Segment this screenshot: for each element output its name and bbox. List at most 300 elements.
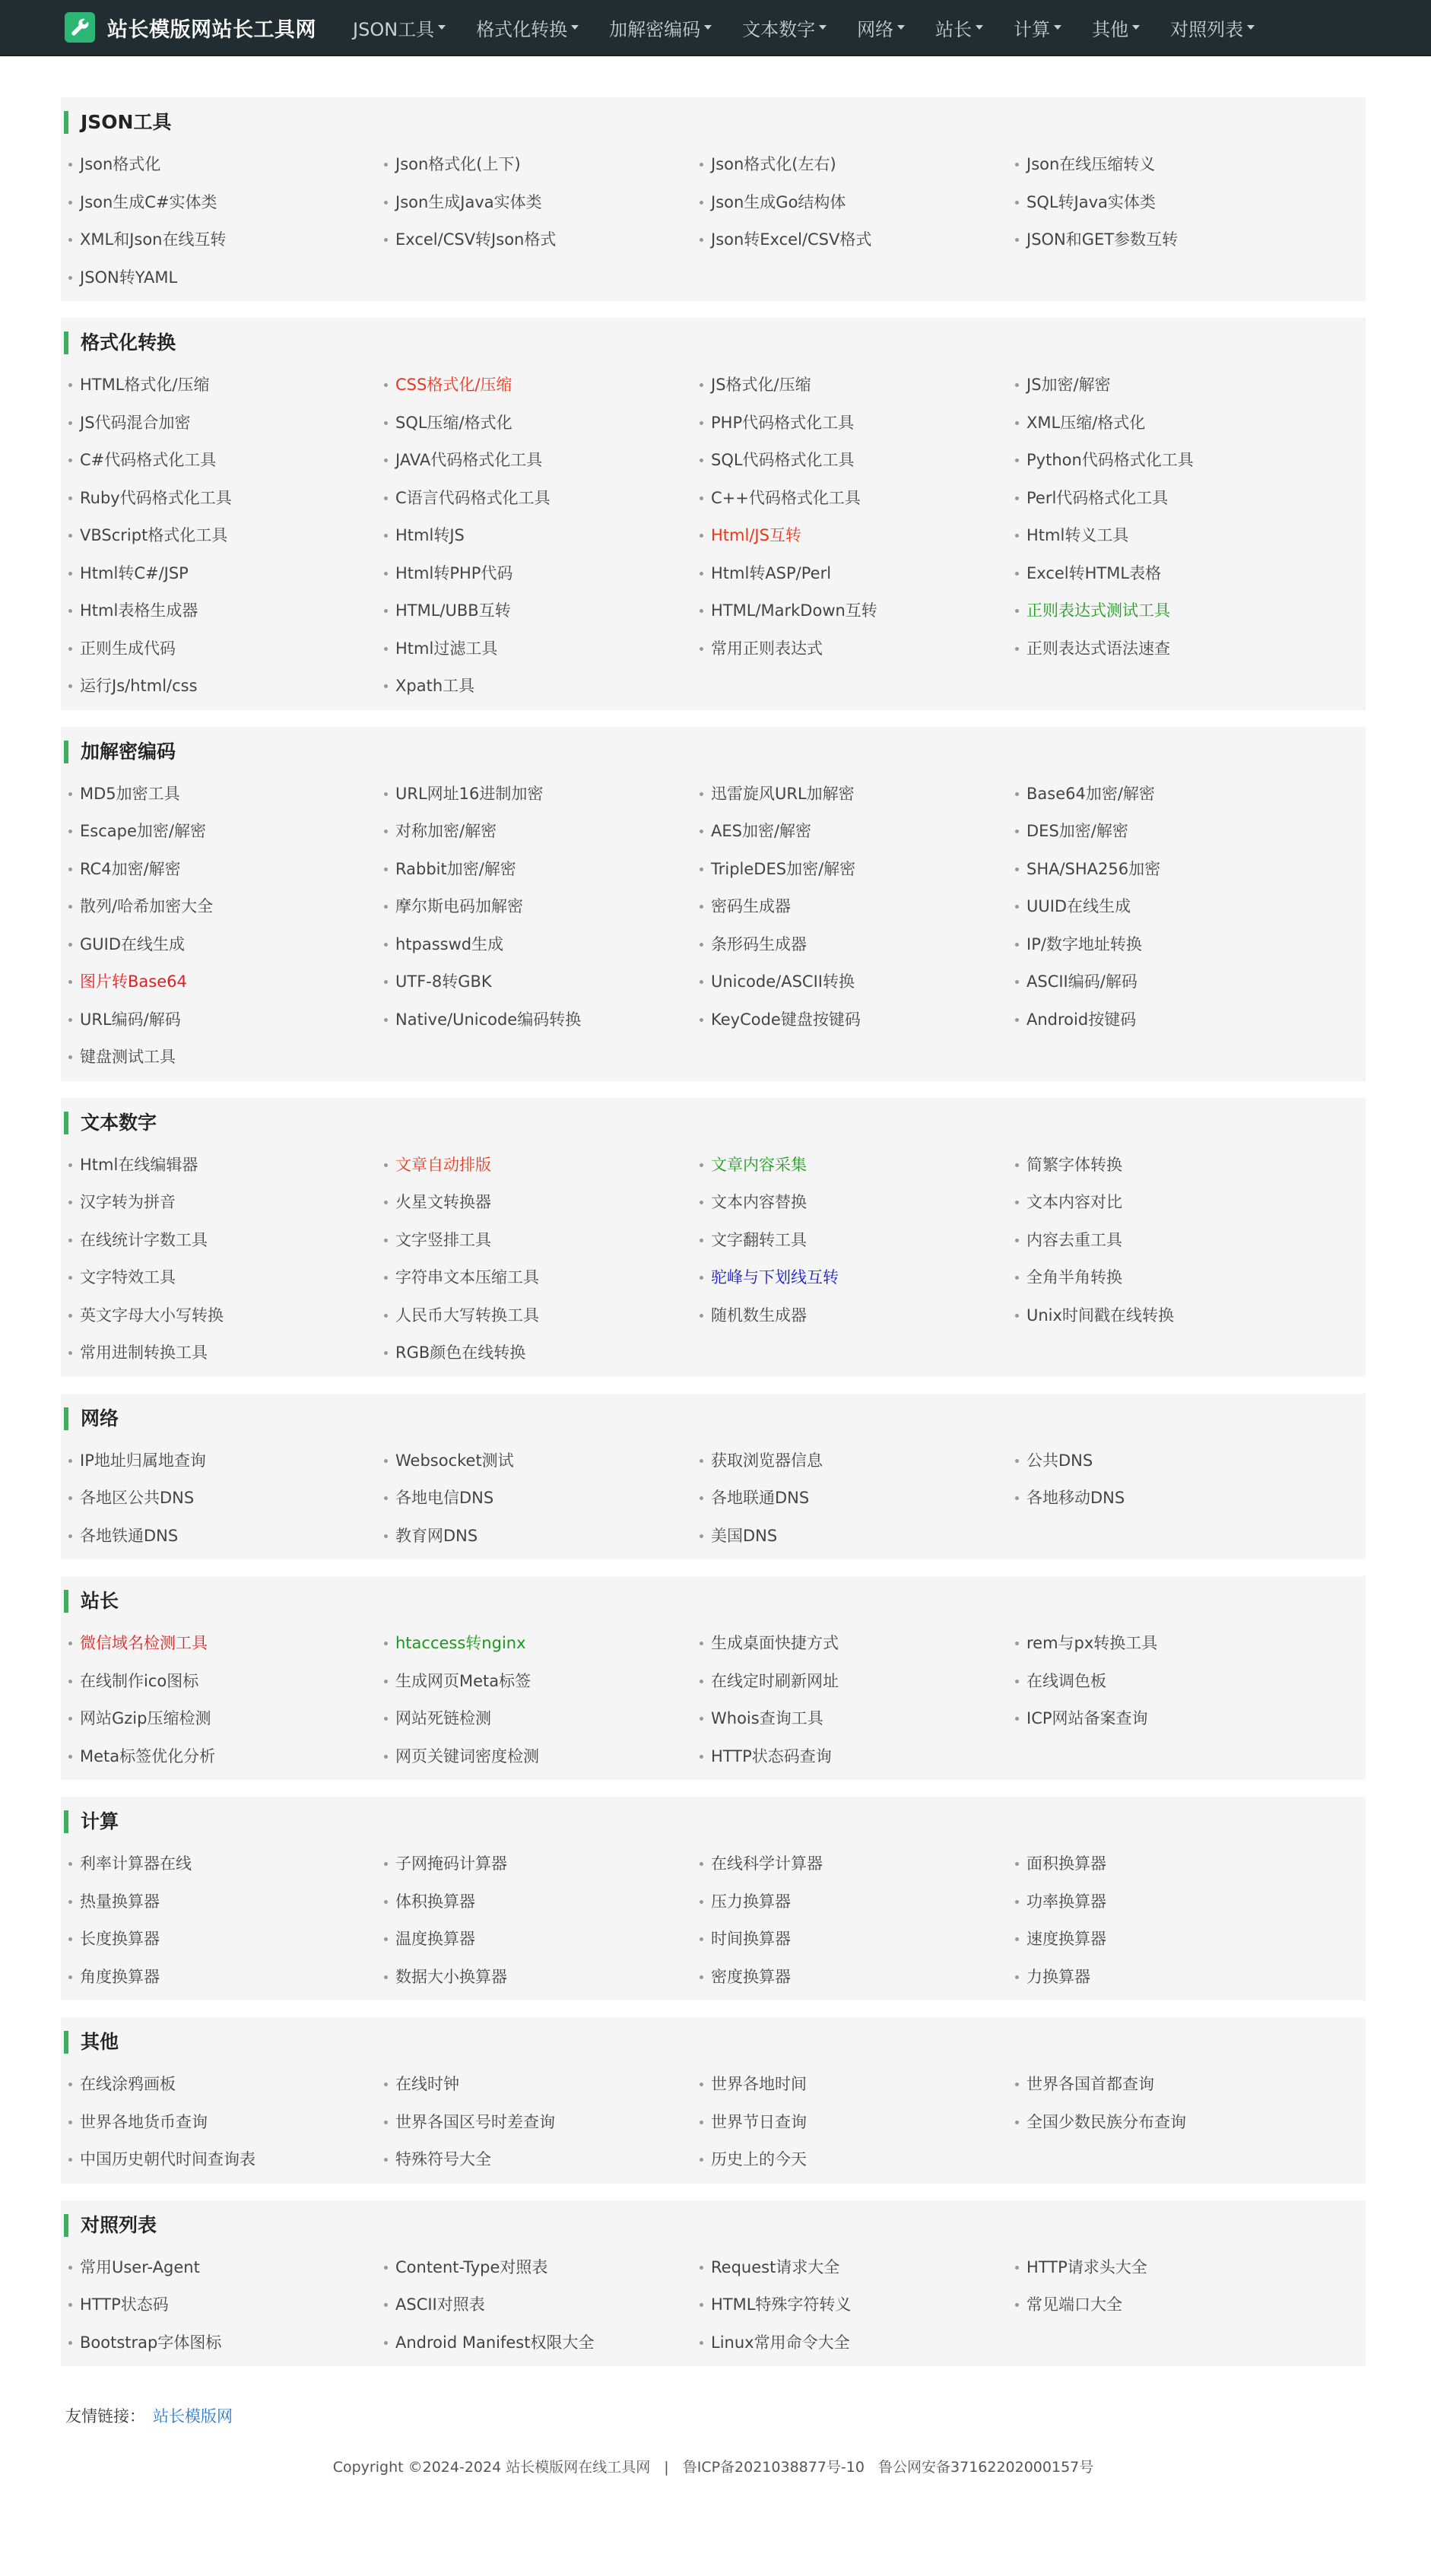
tool-link[interactable]: [68, 480, 384, 518]
tool-link[interactable]: [68, 592, 384, 630]
tool-link[interactable]: [68, 1147, 384, 1185]
tool-link[interactable]: [384, 2066, 700, 2104]
tool-link[interactable]: [700, 1259, 1015, 1297]
bullet-icon: [68, 980, 72, 984]
tool-link[interactable]: [700, 221, 1015, 259]
tool-link[interactable]: [700, 1001, 1015, 1039]
tool-link[interactable]: [384, 2249, 700, 2287]
tool-link[interactable]: [700, 1959, 1015, 1997]
tool-link-label: 在线时钟: [395, 2075, 459, 2093]
tool-link[interactable]: [68, 555, 384, 593]
tool-link[interactable]: [700, 366, 1015, 404]
tool-link-label: Html过滤工具: [395, 639, 498, 658]
tool-link[interactable]: [384, 146, 700, 184]
bullet-icon: [384, 383, 388, 387]
bullet-icon: [384, 1900, 388, 1904]
tool-link[interactable]: [68, 517, 384, 555]
tool-link-label: XML和Json在线互转: [80, 230, 227, 249]
tool-link[interactable]: [384, 1663, 700, 1701]
tool-link-label: 功率换算器: [1026, 1892, 1106, 1911]
tool-link[interactable]: [68, 1921, 384, 1959]
tool-link[interactable]: [700, 926, 1015, 964]
bullet-icon: [384, 572, 388, 576]
nav-item-label: 网络: [857, 18, 894, 40]
tool-link[interactable]: [700, 1883, 1015, 1921]
tool-link[interactable]: [700, 442, 1015, 480]
bullet-icon: [700, 1862, 703, 1866]
tool-link[interactable]: [384, 1297, 700, 1335]
bullet-icon: [68, 163, 72, 167]
tool-link-label: TripleDES加密/解密: [711, 859, 856, 878]
tool-link[interactable]: [384, 1259, 700, 1297]
tool-link[interactable]: [700, 630, 1015, 668]
bullet-icon: [68, 1680, 72, 1683]
tool-link[interactable]: [384, 1442, 700, 1480]
tool-link[interactable]: [68, 2286, 384, 2324]
tool-link[interactable]: [68, 630, 384, 668]
bullet-icon: [700, 163, 703, 167]
tool-link[interactable]: [68, 2141, 384, 2179]
tool-link[interactable]: [68, 184, 384, 222]
tool-directory: [0, 56, 1431, 2476]
tool-link-label: HTML格式化/压缩: [80, 376, 210, 394]
tool-link[interactable]: [68, 146, 384, 184]
tool-link[interactable]: [700, 1222, 1015, 1260]
tool-link[interactable]: [1015, 888, 1331, 926]
tool-link[interactable]: [700, 592, 1015, 630]
tool-link[interactable]: [1015, 1700, 1331, 1738]
tool-link[interactable]: [68, 1883, 384, 1921]
section-title: 其他: [64, 2031, 1366, 2054]
tool-link[interactable]: [700, 1480, 1015, 1518]
bullet-icon: [68, 684, 72, 688]
tool-link[interactable]: [384, 184, 700, 222]
tool-link[interactable]: [384, 2104, 700, 2142]
tool-link-label: C语言代码格式化工具: [395, 488, 551, 507]
tool-link-label: JS代码混合加密: [80, 413, 191, 432]
tool-link[interactable]: [384, 1700, 700, 1738]
bullet-icon: [700, 1937, 703, 1941]
tool-link-label: 条形码生成器: [711, 934, 807, 953]
tool-link[interactable]: [700, 1442, 1015, 1480]
bullet-icon: [384, 201, 388, 205]
nav-item-label: 格式化转换: [476, 18, 568, 40]
tool-link[interactable]: [384, 2324, 700, 2362]
tool-link[interactable]: [384, 1334, 700, 1372]
tool-link-label: Json生成C#实体类: [80, 192, 217, 211]
tool-link[interactable]: [384, 1184, 700, 1222]
tool-link[interactable]: [1015, 776, 1331, 814]
tool-link-label: 网页关键词密度检测: [395, 1746, 539, 1765]
bullet-icon: [700, 1975, 703, 1979]
tool-link[interactable]: [1015, 517, 1331, 555]
tool-link[interactable]: [700, 963, 1015, 1001]
tool-link[interactable]: [700, 1738, 1015, 1776]
tool-link[interactable]: [68, 2249, 384, 2287]
tool-link[interactable]: [68, 963, 384, 1001]
tool-link[interactable]: [68, 2324, 384, 2362]
bullet-icon: [700, 572, 703, 576]
caret-down-icon: [1247, 25, 1255, 30]
tool-link-grid: [61, 2249, 1366, 2362]
tool-link-label: 数据大小换算器: [395, 1967, 507, 1986]
bullet-icon: [68, 1314, 72, 1318]
bullet-icon: [700, 238, 703, 242]
tool-link[interactable]: [700, 1297, 1015, 1335]
nav-item-2[interactable]: [594, 0, 727, 55]
tool-link[interactable]: [384, 1518, 700, 1556]
tool-section: [61, 727, 1366, 1081]
tool-link-label: 文本内容替换: [711, 1193, 807, 1211]
tool-link-label: KeyCode键盘按键码: [711, 1010, 861, 1029]
tool-link[interactable]: [384, 1883, 700, 1921]
tool-link-label: 文章自动排版: [395, 1155, 491, 1174]
tool-link[interactable]: [700, 517, 1015, 555]
tool-link-label: HTTP状态码查询: [711, 1746, 832, 1765]
tool-link-label: Meta标签优化分析: [80, 1746, 216, 1765]
tool-link[interactable]: [384, 1147, 700, 1185]
caret-down-icon: [704, 25, 712, 30]
tool-link-label: 全角半角转换: [1026, 1268, 1122, 1286]
tool-link[interactable]: [1015, 1480, 1331, 1518]
bullet-icon: [68, 1900, 72, 1904]
tool-section: [61, 1797, 1366, 2000]
tool-link-label: Ruby代码格式化工具: [80, 488, 232, 507]
section-title: 文本数字: [64, 1112, 1366, 1134]
tool-link[interactable]: [384, 404, 700, 443]
tool-link[interactable]: [700, 888, 1015, 926]
tool-link[interactable]: [68, 1442, 384, 1480]
bullet-icon: [384, 421, 388, 425]
bullet-icon: [700, 1459, 703, 1463]
tool-link[interactable]: [1015, 2066, 1331, 2104]
tool-link[interactable]: [1015, 1259, 1331, 1297]
tool-link[interactable]: [68, 404, 384, 443]
tool-link[interactable]: [68, 1700, 384, 1738]
tool-link[interactable]: [384, 776, 700, 814]
bullet-icon: [68, 2303, 72, 2307]
tool-link-label: 时间换算器: [711, 1930, 791, 1948]
tool-link[interactable]: [700, 1921, 1015, 1959]
tool-link-label: SQL代码格式化工具: [711, 451, 855, 469]
tool-link[interactable]: [68, 1334, 384, 1372]
tool-link-label: 在线科学计算器: [711, 1854, 823, 1873]
brand[interactable]: [65, 12, 316, 43]
bullet-icon: [700, 1717, 703, 1721]
section-list: [61, 97, 1366, 2366]
tool-link[interactable]: [700, 2286, 1015, 2324]
bullet-icon: [700, 1534, 703, 1538]
tool-link-label: 驼峰与下划线互转: [711, 1268, 839, 1286]
tool-link-label: SHA/SHA256加密: [1026, 859, 1161, 878]
tool-link[interactable]: [700, 1518, 1015, 1556]
tool-link[interactable]: [1015, 926, 1331, 964]
tool-link[interactable]: [68, 668, 384, 706]
tool-link-label: JAVA代码格式化工具: [395, 451, 543, 469]
tool-link-grid: [61, 1625, 1366, 1775]
tool-link-label: 迅雷旋风URL加解密: [711, 784, 855, 803]
tool-link[interactable]: [384, 517, 700, 555]
tool-link-label: C++代码格式化工具: [711, 488, 861, 507]
tool-link[interactable]: [1015, 1625, 1331, 1663]
tool-link[interactable]: [384, 1480, 700, 1518]
tool-link[interactable]: [1015, 630, 1331, 668]
tool-link-label: 长度换算器: [80, 1930, 160, 1948]
tool-link[interactable]: [384, 1738, 700, 1776]
tool-link[interactable]: [384, 221, 700, 259]
tool-link[interactable]: [68, 1480, 384, 1518]
tool-link[interactable]: [1015, 1147, 1331, 1185]
bullet-icon: [1015, 1018, 1019, 1022]
tool-link[interactable]: [1015, 2249, 1331, 2287]
tool-section: [61, 2200, 1366, 2367]
tool-link-label: Whois查询工具: [711, 1709, 823, 1727]
bullet-icon: [1015, 1642, 1019, 1645]
tool-link[interactable]: [384, 480, 700, 518]
tool-link[interactable]: [384, 366, 700, 404]
tool-link[interactable]: [1015, 221, 1331, 259]
bullet-icon: [68, 1937, 72, 1941]
tool-link[interactable]: [700, 1845, 1015, 1883]
tool-link[interactable]: [384, 592, 700, 630]
nav-item-label: 其他: [1092, 18, 1129, 40]
tool-link[interactable]: [1015, 813, 1331, 851]
tool-link-label: RC4加密/解密: [80, 859, 181, 878]
bullet-icon: [384, 534, 388, 538]
nav-item-label: 站长: [935, 18, 973, 40]
tool-link-label: 各地移动DNS: [1026, 1489, 1125, 1507]
bullet-icon: [384, 1496, 388, 1500]
tool-link[interactable]: [1015, 1921, 1331, 1959]
tool-link[interactable]: [700, 1625, 1015, 1663]
bullet-icon: [1015, 1276, 1019, 1280]
tool-link[interactable]: [700, 2141, 1015, 2179]
tool-link[interactable]: [1015, 851, 1331, 889]
tool-link[interactable]: [700, 1147, 1015, 1185]
nav-item-8[interactable]: [1155, 0, 1270, 55]
tool-link-label: 密码生成器: [711, 897, 791, 915]
nav-item-label: JSON工具: [353, 18, 435, 40]
bullet-icon: [384, 1534, 388, 1538]
tool-link[interactable]: [384, 1001, 700, 1039]
tool-link[interactable]: [68, 2104, 384, 2142]
tool-link[interactable]: [68, 1259, 384, 1297]
tool-link-label: Html转C#/JSP: [80, 563, 189, 582]
tool-link[interactable]: [700, 146, 1015, 184]
tool-link[interactable]: [68, 1845, 384, 1883]
tool-link[interactable]: [384, 2141, 700, 2179]
tool-link[interactable]: [384, 1921, 700, 1959]
tool-link[interactable]: [700, 2249, 1015, 2287]
bullet-icon: [68, 383, 72, 387]
tool-link[interactable]: [68, 221, 384, 259]
nav-item-0[interactable]: [338, 0, 461, 55]
tool-link[interactable]: [1015, 404, 1331, 443]
tool-link-label: 微信域名检测工具: [80, 1634, 208, 1652]
tool-link[interactable]: [1015, 366, 1331, 404]
tool-link[interactable]: [700, 2104, 1015, 2142]
tool-link[interactable]: [1015, 1959, 1331, 1997]
tool-link[interactable]: [384, 2286, 700, 2324]
tool-link-label: IP地址归属地查询: [80, 1451, 206, 1470]
bullet-icon: [384, 1201, 388, 1204]
tool-link[interactable]: [68, 2066, 384, 2104]
tool-link[interactable]: [68, 926, 384, 964]
tool-link-label: Xpath工具: [395, 677, 475, 695]
tool-link[interactable]: [68, 1001, 384, 1039]
nav-item-4[interactable]: [842, 0, 920, 55]
tool-link[interactable]: [700, 555, 1015, 593]
friend-link[interactable]: 站长模版网: [153, 2407, 233, 2425]
tool-link[interactable]: [1015, 1297, 1331, 1335]
tool-link[interactable]: [700, 1663, 1015, 1701]
tool-link[interactable]: [68, 1625, 384, 1663]
tool-link[interactable]: [700, 1700, 1015, 1738]
tool-link[interactable]: [384, 442, 700, 480]
bullet-icon: [700, 458, 703, 462]
tool-link[interactable]: [1015, 1883, 1331, 1921]
site-title: 站长模版网站长工具网: [107, 17, 316, 42]
bullet-icon: [68, 572, 72, 576]
tool-link-label: VBScript格式化工具: [80, 526, 228, 544]
nav-item-6[interactable]: [998, 0, 1077, 55]
tool-link[interactable]: [68, 888, 384, 926]
tool-link[interactable]: [1015, 963, 1331, 1001]
tool-link[interactable]: [384, 555, 700, 593]
tool-link[interactable]: [68, 851, 384, 889]
tool-link[interactable]: [68, 776, 384, 814]
tool-link-label: 文字特效工具: [80, 1268, 176, 1286]
tool-link[interactable]: [1015, 184, 1331, 222]
tool-link[interactable]: [1015, 146, 1331, 184]
bullet-icon: [700, 1239, 703, 1242]
tool-link[interactable]: [1015, 1222, 1331, 1260]
tool-link[interactable]: [1015, 1001, 1331, 1039]
bullet-icon: [384, 684, 388, 688]
tool-link-label: ASCII对照表: [395, 2295, 485, 2314]
tool-link[interactable]: [1015, 480, 1331, 518]
police-link[interactable]: 鲁公网安备37162202000157号: [878, 2459, 1094, 2476]
section-title: 格式化转换: [64, 332, 1366, 354]
tool-link[interactable]: [1015, 555, 1331, 593]
tool-link[interactable]: [384, 1222, 700, 1260]
bullet-icon: [68, 1534, 72, 1538]
icp-link[interactable]: 鲁ICP备2021038877号-10: [682, 2459, 865, 2476]
tool-link-label: CSS格式化/压缩: [395, 376, 512, 394]
bullet-icon: [68, 1018, 72, 1022]
tool-link[interactable]: [384, 630, 700, 668]
tool-link[interactable]: [68, 1297, 384, 1335]
tool-link-label: 在线统计字数工具: [80, 1230, 208, 1249]
tool-link-label: 角度换算器: [80, 1967, 160, 1986]
nav-item-3[interactable]: [727, 0, 842, 55]
tool-link-label: UTF-8转GBK: [395, 972, 492, 991]
tool-link[interactable]: [700, 404, 1015, 443]
tool-link[interactable]: [384, 1845, 700, 1883]
tool-link[interactable]: [68, 1663, 384, 1701]
tool-link[interactable]: [384, 963, 700, 1001]
tool-link[interactable]: [384, 1959, 700, 1997]
tool-link-label: Content-Type对照表: [395, 2257, 548, 2276]
tool-link[interactable]: [700, 1184, 1015, 1222]
tool-link[interactable]: [700, 813, 1015, 851]
tool-link-label: Json格式化(上下): [395, 155, 521, 173]
tool-link-label: 键盘测试工具: [80, 1048, 176, 1066]
tool-link[interactable]: [384, 813, 700, 851]
tool-link[interactable]: [384, 668, 700, 706]
tool-link[interactable]: [68, 1738, 384, 1776]
tool-link[interactable]: [1015, 1184, 1331, 1222]
tool-link[interactable]: [700, 2066, 1015, 2104]
tool-section: [61, 1576, 1366, 1780]
tool-link[interactable]: [68, 813, 384, 851]
tool-link[interactable]: [700, 480, 1015, 518]
nav-item-1[interactable]: [461, 0, 594, 55]
bullet-icon: [700, 943, 703, 947]
bullet-icon: [68, 905, 72, 909]
tool-link-label: Html/JS互转: [711, 526, 801, 544]
bullet-icon: [384, 1239, 388, 1242]
tool-link[interactable]: [68, 1184, 384, 1222]
tool-link[interactable]: [68, 442, 384, 480]
tool-link[interactable]: [700, 776, 1015, 814]
bullet-icon: [1015, 1163, 1019, 1167]
tool-link-label: URL编码/解码: [80, 1010, 181, 1029]
tool-link[interactable]: [68, 366, 384, 404]
caret-down-icon: [976, 25, 983, 30]
tool-link-label: Escape加密/解密: [80, 822, 206, 840]
tool-link[interactable]: [68, 1959, 384, 1997]
tool-link[interactable]: [700, 851, 1015, 889]
tool-link[interactable]: [700, 2324, 1015, 2362]
nav-item-7[interactable]: [1077, 0, 1155, 55]
tool-link[interactable]: [1015, 1845, 1331, 1883]
tool-link[interactable]: [1015, 2104, 1331, 2142]
tool-link[interactable]: [700, 184, 1015, 222]
bullet-icon: [1015, 647, 1019, 651]
tool-link[interactable]: [1015, 592, 1331, 630]
tool-link[interactable]: [1015, 2286, 1331, 2324]
tool-link[interactable]: [384, 851, 700, 889]
bullet-icon: [700, 1163, 703, 1167]
bullet-icon: [700, 2158, 703, 2162]
tool-link[interactable]: [384, 926, 700, 964]
tool-link[interactable]: [68, 259, 384, 297]
tool-link-label: 人民币大写转换工具: [395, 1305, 539, 1324]
tool-link[interactable]: [1015, 442, 1331, 480]
tool-link[interactable]: [1015, 1442, 1331, 1480]
tool-link[interactable]: [68, 1039, 384, 1077]
bullet-icon: [700, 1018, 703, 1022]
nav-item-5[interactable]: [920, 0, 998, 55]
bullet-icon: [384, 1018, 388, 1022]
tool-link[interactable]: [384, 1625, 700, 1663]
bullet-icon: [1015, 1717, 1019, 1721]
tool-link-label: 常用进制转换工具: [80, 1344, 208, 1362]
tool-link-label: Json在线压缩转义: [1026, 155, 1156, 173]
tool-link[interactable]: [1015, 1663, 1331, 1701]
tool-link-label: 子网掩码计算器: [395, 1854, 507, 1873]
friend-links: [65, 2404, 1366, 2427]
tool-link[interactable]: [68, 1222, 384, 1260]
caret-down-icon: [897, 25, 905, 30]
tool-link[interactable]: [68, 1518, 384, 1556]
tool-link[interactable]: [384, 888, 700, 926]
bullet-icon: [68, 943, 72, 947]
bullet-icon: [68, 1351, 72, 1355]
tool-link-label: HTTP请求头大全: [1026, 2257, 1147, 2276]
bullet-icon: [700, 1680, 703, 1683]
